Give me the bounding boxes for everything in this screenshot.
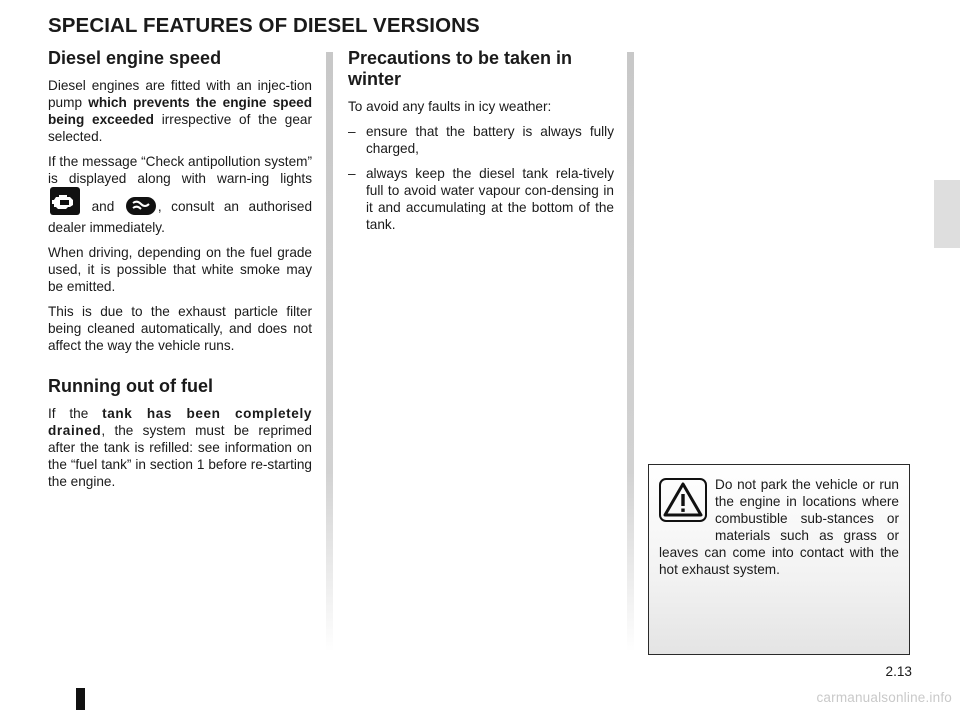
bold-text: tank has been completely drained [48, 406, 312, 438]
dash-bullet: – [348, 124, 356, 139]
paragraph-icy-weather-intro: To avoid any faults in icy weather: [348, 99, 552, 114]
section-heading-running-out-of-fuel: Running out of fuel [48, 376, 213, 396]
section-side-tab [934, 180, 960, 248]
warning-triangle-icon [659, 478, 707, 527]
warning-text: Do not park the vehicle or run the engine in locations where combustible sub-stances or materials such as grass or leaves can come into contact with the hot exhaust system. [659, 477, 899, 577]
list-item: – always keep the diesel tank rela-tively full to avoid water vapour con-densing in it and accumulating at the bottom of the tank. [348, 166, 614, 232]
corner-mark [76, 688, 85, 710]
column-divider [627, 52, 634, 652]
left-column [48, 48, 312, 498]
section-heading-diesel-engine-speed: Diesel engine speed [48, 48, 222, 68]
glow-plug-light-icon [126, 197, 156, 219]
watermark: carmanualsonline.info [816, 690, 952, 705]
page-number: 2.13 [885, 664, 912, 679]
winter-precautions-list [348, 123, 614, 233]
warning-box [648, 464, 910, 655]
paragraph-reprime: If the tank has been completely drained, the system must be reprimed after the tank is refilled: see information on the “fuel tank” in section 1 before re-starting the engine. [48, 406, 312, 489]
page-title: SPECIAL FEATURES OF DIESEL VERSIONS [48, 14, 480, 37]
dash-bullet: – [348, 166, 356, 181]
engine-warning-light-icon [50, 187, 80, 219]
column-divider [326, 52, 333, 652]
list-item: – ensure that the battery is always fully charged, [348, 124, 614, 156]
right-column [348, 48, 614, 241]
section-heading-winter-precautions: Precautions to be taken in winter [348, 48, 573, 89]
paragraph-check-antipollution: If the message “Check antipollution system” is displayed along with warn-ing lights and , consult an authorised dealer immediately. [48, 154, 312, 235]
paragraph-particle-filter: This is due to the exhaust particle filter being cleaned automatically, and does not affect the way the vehicle runs. [48, 304, 312, 353]
bold-text: which prevents the engine speed being exceeded [48, 95, 313, 127]
paragraph-injection-pump: Diesel engines are fitted with an injec-tion pump which prevents the engine speed being exceeded irrespective of the gear selected. [48, 78, 313, 144]
paragraph-white-smoke: When driving, depending on the fuel grade used, it is possible that white smoke may be emitted. [48, 245, 312, 294]
